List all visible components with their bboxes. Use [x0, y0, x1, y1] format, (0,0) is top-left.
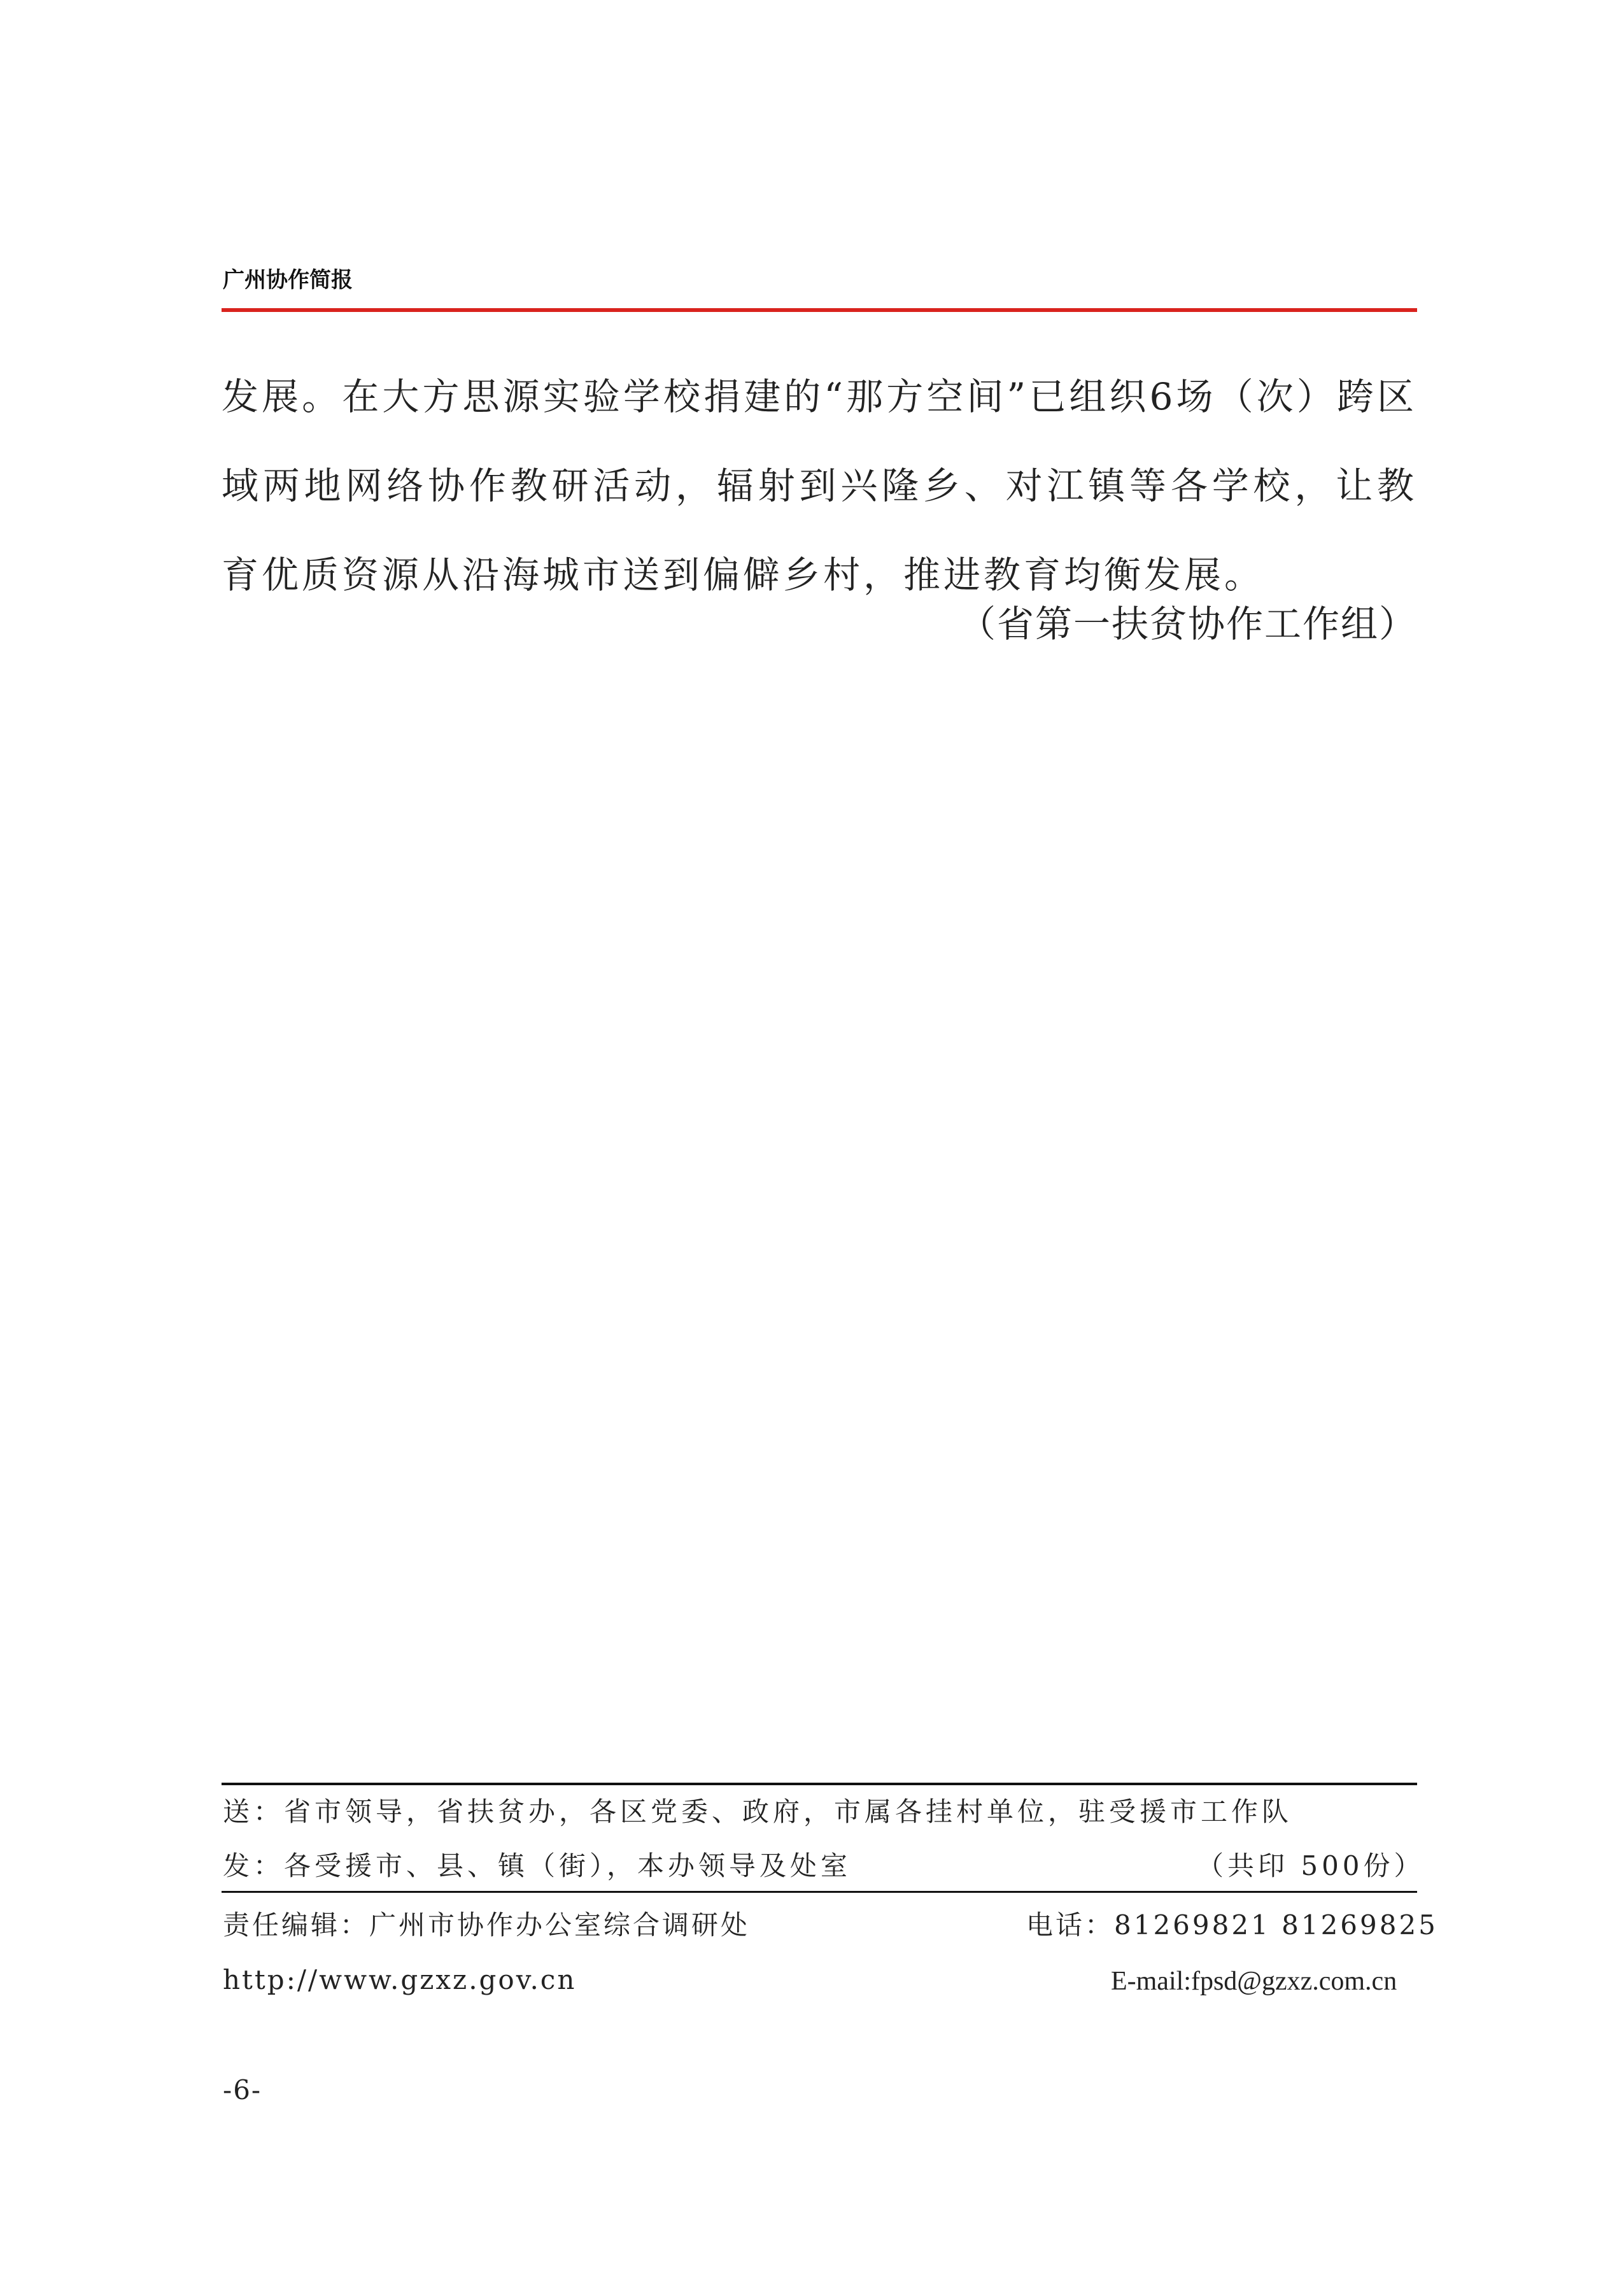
article-body [222, 352, 1417, 619]
footer-email-link[interactable]: E-mail:fpsd@gzxz.com.cn [1111, 1967, 1397, 1996]
header-red-rule [222, 308, 1417, 312]
footer-phone: 电话：81269821 81269825 [1026, 1909, 1438, 1941]
footer-distribute-line: 发：各受援市、县、镇（街），本办领导及处室 [223, 1850, 852, 1881]
page-number: -6- [223, 2074, 262, 2105]
footer-top-rule [222, 1783, 1417, 1785]
footer-website-link[interactable]: http://www.gzxz.gov.cn [223, 1964, 577, 1995]
footer-middle-rule [222, 1891, 1417, 1893]
article-source: （省第一扶贫协作工作组） [958, 602, 1417, 646]
footer-editor: 责任编辑：广州市协作办公室综合调研处 [223, 1909, 751, 1941]
article-paragraph: 发展。在大方思源实验学校捐建的“那方空间”已组织6场（次）跨区域两地网络协作教研活动，辐射到兴隆乡、对江镇等各学校，让教育优质资源从沿海城市送到偏僻乡村，推进教育均衡发展。 [222, 375, 1417, 597]
footer-send-line: 送：省市领导，省扶贫办，各区党委、政府，市属各挂村单位，驻受援市工作队 [223, 1796, 1293, 1827]
bulletin-title: 广州协作简报 [223, 267, 353, 293]
footer-copies: （共印 500份） [1197, 1850, 1425, 1881]
